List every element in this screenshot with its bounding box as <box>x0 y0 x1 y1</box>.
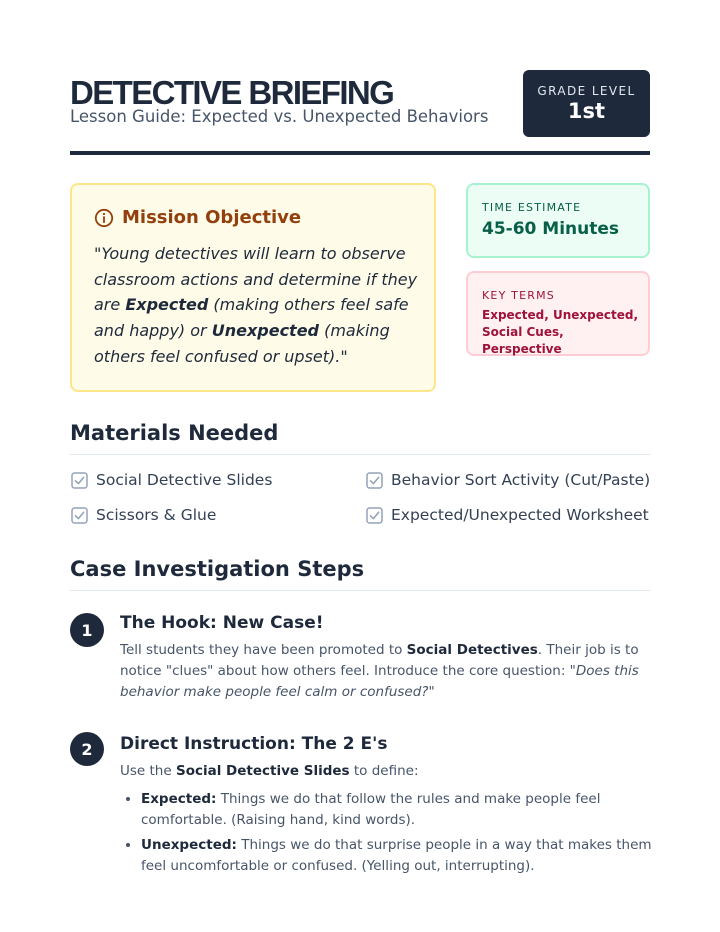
header-divider <box>70 151 650 155</box>
step-number-badge: 2 <box>70 732 104 766</box>
step-number-badge: 1 <box>70 613 104 647</box>
materials-divider <box>70 454 650 455</box>
header <box>70 70 650 154</box>
time-estimate-value: 45-60 Minutes <box>482 219 620 239</box>
mission-text-part: (making others feel confused or upset)." <box>94 321 390 366</box>
step-text-part: to define: <box>349 763 419 779</box>
key-terms-card <box>466 271 650 356</box>
material-item <box>366 506 649 524</box>
step-description <box>120 761 640 782</box>
material-item <box>366 471 650 489</box>
steps-divider <box>70 590 650 591</box>
step-bold-term: Social Detectives <box>406 642 538 658</box>
steps-heading: Case Investigation Steps <box>70 557 365 581</box>
info-icon <box>94 208 114 228</box>
material-item <box>71 506 216 524</box>
material-item <box>71 471 272 489</box>
grade-level-badge <box>523 70 650 137</box>
step-bold-term: Social Detective Slides <box>175 763 350 779</box>
list-item <box>141 835 666 877</box>
step-description <box>120 640 640 703</box>
material-label: Behavior Sort Activity (Cut/Paste) <box>391 471 651 489</box>
definition-text: Things we do that follow the rules and make people feel comfortable. (Raising hand, kind words). <box>141 791 601 828</box>
material-label: Social Detective Slides <box>96 471 273 489</box>
step-text-part: Use the <box>120 763 176 779</box>
term-expected: Expected <box>125 295 209 315</box>
page-subtitle: Lesson Guide: Expected vs. Unexpected Behaviors <box>70 107 489 126</box>
mission-text <box>94 241 424 370</box>
mission-text-part: (making others feel safe and happy) or <box>94 295 409 341</box>
mission-header <box>94 207 301 228</box>
step-text-part: . Their job is to notice "clues" about how others feel. Introduce the core question: <box>120 642 639 679</box>
definition-text: Things we do that surprise people in a way that makes them feel uncomfortable or confused. (Yelling out, interrupting). <box>141 836 652 874</box>
definition-term: Expected: <box>141 791 217 807</box>
material-label: Expected/Unexpected Worksheet <box>391 506 649 524</box>
term-unexpected: Unexpected <box>211 321 319 341</box>
time-estimate-card <box>466 183 650 258</box>
checkbox-icon <box>71 472 88 489</box>
core-question: "Does this behavior make people feel calm or confused?" <box>120 663 639 700</box>
checkbox-icon <box>366 507 383 524</box>
step-title: The Hook: New Case! <box>120 613 324 633</box>
list-item <box>141 789 666 831</box>
materials-heading: Materials Needed <box>70 421 279 445</box>
checkbox-icon <box>366 472 383 489</box>
page-title: DETECTIVE BRIEFING <box>70 74 394 111</box>
grade-level-value: 1st <box>567 99 606 123</box>
step-title: Direct Instruction: The 2 E's <box>120 734 388 754</box>
key-terms-label: KEY TERMS <box>482 289 555 302</box>
mission-text-part: "Young detectives will learn to observe classroom actions and determine if they are <box>94 244 418 315</box>
mission-objective-box <box>70 183 436 392</box>
material-label: Scissors & Glue <box>96 506 217 524</box>
key-terms-value: Expected, Unexpected, Social Cues, Perspective <box>482 308 639 356</box>
definition-list <box>120 789 666 880</box>
mission-title: Mission Objective <box>122 207 302 228</box>
time-estimate-label: TIME ESTIMATE <box>482 201 582 214</box>
step-text-part: Tell students they have been promoted to <box>120 642 407 658</box>
definition-term: Unexpected: <box>141 836 237 853</box>
checkbox-icon <box>71 507 88 524</box>
grade-level-label: GRADE LEVEL <box>537 84 636 98</box>
